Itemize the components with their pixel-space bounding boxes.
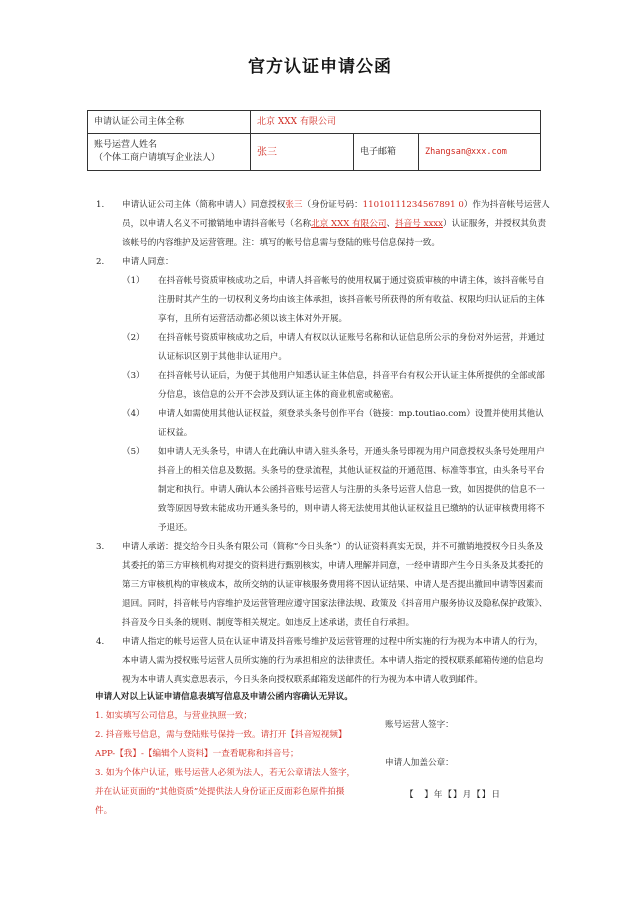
applicant-info-table [87,110,541,171]
date-line: 【 】年【】月【】日 [405,790,501,800]
clause-text: 申请人承诺：提交给今日头条有限公司（简称“今日头条”）的认证资料真实无误，并不可撤销地授权今日头条及其委托的第三方审核机构对提交的资料进行甄别核实，申请人理解并同意，一经申请即产生今日头条及其委托的第三方审核机构的审核成本，故所交纳的认证审核服务费用将不因认证结果、申请人是否提出撤回申请等因素而退回。同时，抖音帐号内容维护及运营管理应遵守国家法律法规、政策及《抖音用户服务协议及隐私保护政策》、抖音及今日头条的规则、制度等相关规定。如违反上述承诺，责任自行承担。 [122,542,548,628]
subclause-number: （2） [122,333,145,343]
clause-text: ）作为抖音帐号运营人员，以申请人名义不可撤销地申请抖音帐号（名称 [122,200,550,229]
authorized-name: 张三 [285,200,303,210]
clause-text: （身份证号码： [302,200,363,210]
note-item: 3. 如为个体户认证，账号运营人必须为法人，若无公章请法人签字，并在认证页面的“其他资质”处提供法人身份证正反面彩色原件拍摄件。 [95,768,356,816]
clause-text: ）认证服务，并授权其负责该帐号的内容维护及运营管理。注：填写的帐号信息需与登陆的账号信息保持一致。 [122,219,547,248]
subclause-text: 在抖音帐号资质审核成功之后，申请人抖音帐号的使用权属于通过资质审核的申请主体，该抖音帐号自注册时其产生的一切权利义务均由该主体承担，该抖音帐号所获得的所有收益、权限均归认证后的主体享有，且所有运营活动都必须以该主体对外开展。 [158,276,545,324]
operator-name-label-line2: （个体工商户请填写企业法人） [94,153,221,163]
table-row [88,111,541,134]
clause-2 [90,253,550,272]
clause-text: 申请认证公司主体（简称申请人）同意授权 [122,200,286,210]
clause-number: 3. [96,542,105,552]
separator: 、 [386,219,396,229]
company-seal-label: 申请人加盖公章： [385,758,454,768]
clause-4 [90,633,550,690]
operator-name-label [88,134,251,171]
subclause-number: （1） [122,276,145,286]
douyin-id: 抖音号 xxxx [395,219,443,229]
email-label: 电子邮箱 [354,134,419,171]
subclause-text: 如申请人无头条号，申请人在此确认申请入驻头条号，开通头条号即视为用户同意授权头条号处理用户抖音上的相关信息及数据。头条号的登录流程，其他认证权益的开通范围、标准等事宜，由头条号平台制定和执行。申请人确认本公函抖音账号运营人与注册的头条号运营人信息一致，如因提供的信息不一致等原因导致未能成功开通头条号的，则申请人将无法使用其他认证权益且已缴纳的认证审核费用将不予退还。 [158,447,545,533]
clause-number: 4. [96,637,105,647]
confirmation-section [95,688,545,821]
subclause-text: 在抖音帐号认证后，为便于其他用户知悉认证主体信息，抖音平台有权公开认证主体所提供的全部或部分信息，该信息的公开不会涉及到认证主体的商业机密或秘密。 [158,371,545,400]
letter-body [90,196,550,690]
subclause-5 [122,443,550,538]
clause-number: 1. [96,200,105,210]
note-item: 2. 抖音账号信息，需与登陆账号保持一致。请打开【抖音短视频】APP-【我】-【编辑个人资料】一查看昵称和抖音号； [95,730,347,759]
subclause-number: （3） [122,371,145,381]
clause-3 [90,538,550,633]
operator-signature-label: 账号运营人签字： [385,720,454,730]
email-value: Zhangsan@xxx.com [419,134,541,171]
company-name-value: 北京 XXX 有限公司 [251,111,541,134]
subclause-2 [122,329,550,367]
account-company-name: 北京 XXX 有限公司 [311,219,387,229]
subclause-number: （5） [122,447,145,457]
clause-1 [90,196,550,253]
clause-number: 2. [96,257,105,267]
subclause-3 [122,367,550,405]
company-name-label: 申请认证公司主体全称 [88,111,251,134]
table-row [88,134,541,171]
clause-text: 申请人指定的帐号运营人员在认证申请及抖音账号维护及运营管理的过程中所实施的行为视为本申请人的行为，本申请人需为授权账号运营人员所实施的行为承担相应的法律责任。本申请人指定的授权联系邮箱传递的信息均视为本申请人真实意思表示，今日头条向授权联系邮箱发送邮件的行为视为本申请人收到邮件。 [122,637,544,685]
subclause-number: （4） [122,409,145,419]
page-title: 官方认证申请公函 [248,57,392,77]
subclause-1 [122,272,550,329]
filling-notes [95,707,360,821]
operator-name-label-line1: 账号运营人姓名 [94,140,158,150]
operator-name-value: 张三 [251,134,354,171]
subclause-4 [122,405,550,443]
subclause-list [90,272,550,538]
subclause-text: 在抖音帐号资质审核成功之后，申请人有权以认证账号名称和认证信息所公示的身份对外运营，并通过认证标识区别于其他非认证用户。 [158,333,545,362]
id-number: 11010111234567891 0 [362,200,464,210]
subclause-text: 申请人如需使用其他认证权益，须登录头条号创作平台（链接：mp.toutiao.com）设置并使用其他认证权益。 [158,409,544,438]
clause-text: 申请人同意： [122,257,174,267]
confirmation-statement: 申请人对以上认证申请信息表填写信息及申请公函内容确认无异议。 [95,692,353,702]
note-item: 1. 如实填写公司信息，与营业执照一致； [95,711,253,721]
